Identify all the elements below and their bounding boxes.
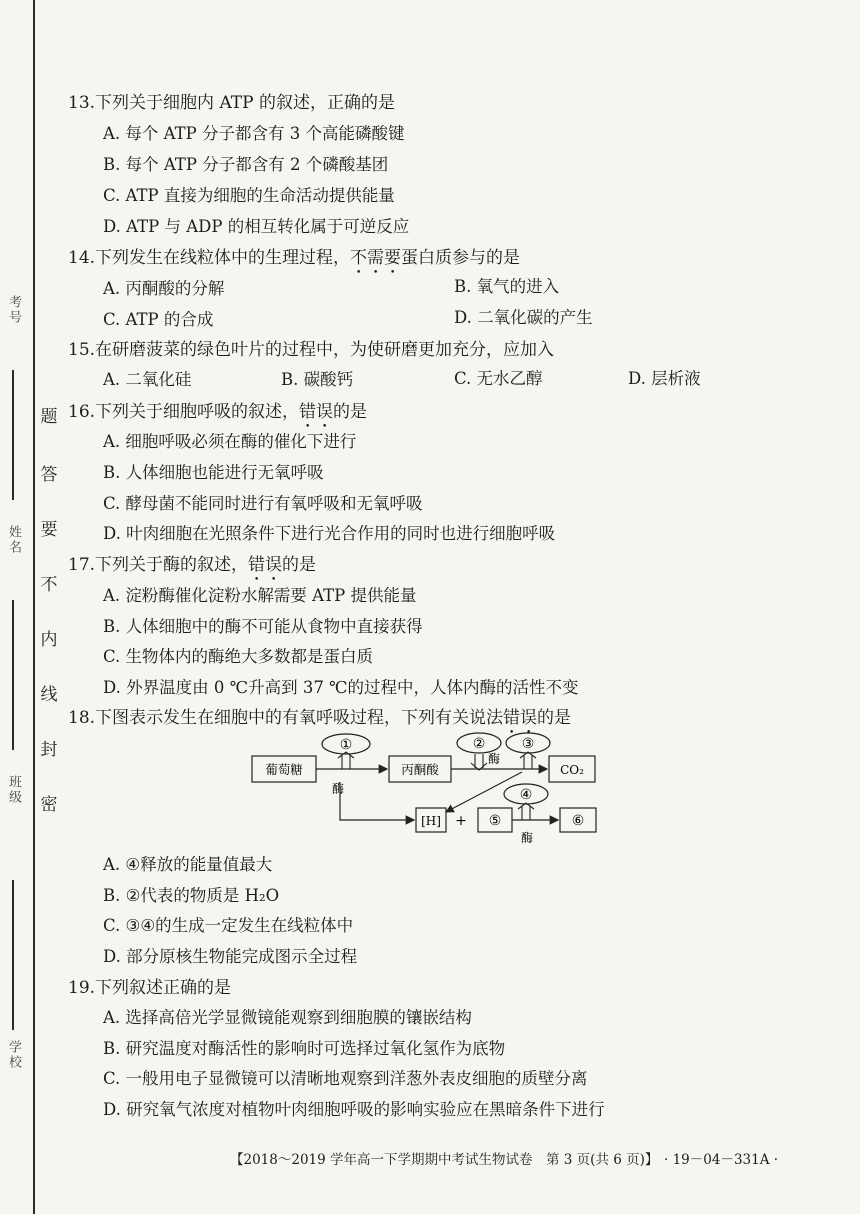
emphasis-text: 错误 (503, 708, 538, 728)
seal-char: 内 (40, 630, 58, 650)
item-3-label: ③ (521, 736, 535, 752)
h-label: [H] (421, 814, 441, 828)
question-17-stem: 17.下列关于酶的叙述，错误的是 (68, 555, 317, 575)
q15-option-d: D. 层析液 (628, 369, 701, 388)
co2-label: CO₂ (560, 763, 584, 777)
q18-option-c: C. ③④的生成一定发生在线粒体中 (103, 916, 354, 935)
q16-option-d: D. 叶肉细胞在光照条件下进行光合作用的同时也进行细胞呼吸 (103, 524, 556, 543)
q19-option-b: B. 研究温度对酶活性的影响时可选择过氧化氢作为底物 (103, 1039, 506, 1058)
seal-char: 答 (40, 465, 58, 485)
q17-option-b: B. 人体细胞中的酶不可能从食物中直接获得 (103, 617, 423, 636)
seal-char: 要 (40, 520, 58, 540)
q13-option-b: B. 每个 ATP 分子都含有 2 个磷酸基团 (103, 155, 389, 174)
emphasis-text: 错误 (248, 555, 283, 575)
q16-option-a: A. 细胞呼吸必须在酶的催化下进行 (103, 432, 357, 451)
q18-option-a: A. ④释放的能量值最大 (103, 855, 273, 874)
q13-option-d: D. ATP 与 ADP 的相互转化属于可逆反应 (103, 217, 410, 236)
q14-option-d: D. 二氧化碳的产生 (454, 308, 593, 327)
glucose-to-h-arrow (340, 782, 414, 820)
class-label: 班级 (6, 775, 21, 805)
seal-char: 线 (40, 685, 58, 705)
class-underline (12, 600, 14, 750)
q17-option-d: D. 外界温度由 0 ℃升高到 37 ℃的过程中，人体内酶的活性不变 (103, 678, 579, 697)
q19-option-c: C. 一般用电子显微镜可以清晰地观察到洋葱外表皮细胞的质壁分离 (103, 1069, 588, 1088)
item-6-label: ⑥ (571, 813, 585, 829)
q17-option-a: A. 淀粉酶催化淀粉水解需要 ATP 提供能量 (103, 586, 417, 605)
q15-option-b: B. 碳酸钙 (281, 370, 354, 389)
seal-char: 封 (40, 740, 58, 760)
item-4-label: ④ (519, 787, 533, 803)
emphasis-text: 错误 (299, 402, 334, 422)
exam-number-label: 考号 (6, 295, 21, 325)
q15-option-a: A. 二氧化硅 (103, 370, 192, 389)
plus-sign: + (455, 813, 467, 829)
item-2-label: ② (472, 736, 486, 752)
binding-line (33, 0, 35, 1214)
q13-option-c: C. ATP 直接为细胞的生命活动提供能量 (103, 186, 395, 205)
q19-option-a: A. 选择高倍光学显微镜能观察到细胞膜的镶嵌结构 (103, 1008, 472, 1027)
q14-option-a: A. 丙酮酸的分解 (103, 279, 225, 298)
name-label: 姓名 (6, 525, 21, 555)
q14-option-b: B. 氧气的进入 (454, 277, 560, 296)
question-14-stem: 14.下列发生在线粒体中的生理过程，不需要蛋白质参与的是 (68, 248, 521, 268)
enzyme-2-label: 酶 (487, 752, 501, 766)
glucose-label: 葡萄糖 (265, 762, 303, 777)
output-3-arrow (520, 752, 536, 769)
emphasis-text: 不需要 (350, 248, 402, 268)
q18-option-b: B. ②代表的物质是 H₂O (103, 886, 280, 905)
item-5-label: ⑤ (488, 813, 502, 829)
question-18-stem: 18.下图表示发生在细胞中的有氧呼吸过程，下列有关说法错误的是 (68, 708, 572, 728)
q16-option-b: B. 人体细胞也能进行无氧呼吸 (103, 463, 324, 482)
name-underline (12, 370, 14, 500)
output-4-arrow (518, 803, 534, 820)
q19-option-d: D. 研究氧气浓度对植物叶肉细胞呼吸的影响实验应在黑暗条件下进行 (103, 1100, 605, 1119)
q18-option-d: D. 部分原核生物能完成图示全过程 (103, 947, 358, 966)
input-2-arrow (471, 754, 487, 770)
exam-code: · 19－04－331A · (664, 1152, 779, 1168)
school-underline (12, 880, 14, 1030)
question-16-stem: 16.下列关于细胞呼吸的叙述，错误的是 (68, 402, 368, 422)
q16-option-c: C. 酵母菌不能同时进行有氧呼吸和无氧呼吸 (103, 494, 423, 513)
enzyme-1-label: 酶 (331, 782, 345, 796)
seal-char: 密 (40, 795, 58, 815)
question-13-stem: 13.下列关于细胞内 ATP 的叙述，正确的是 (68, 93, 395, 113)
school-label: 学校 (6, 1040, 21, 1070)
question-19-stem: 19.下列叙述正确的是 (68, 978, 232, 998)
seal-char: 不 (40, 575, 58, 595)
aerobic-respiration-diagram (240, 730, 610, 845)
page-footer: 【2018～2019 学年高一下学期期中考试生物试卷 第 3 页(共 6 页)】 (230, 1152, 659, 1168)
branch-to-h-arrow (446, 772, 522, 812)
q17-option-c: C. 生物体内的酶绝大多数都是蛋白质 (103, 647, 374, 666)
q15-option-c: C. 无水乙醇 (454, 369, 543, 388)
q14-option-c: C. ATP 的合成 (103, 310, 214, 329)
q13-option-a: A. 每个 ATP 分子都含有 3 个高能磷酸键 (103, 124, 405, 143)
question-15-stem: 15.在研磨菠菜的绿色叶片的过程中，为使研磨更加充分，应加入 (68, 340, 555, 360)
seal-char: 题 (40, 407, 58, 427)
enzyme-3-label: 酶 (520, 831, 534, 845)
pyruvate-label: 丙酮酸 (401, 762, 439, 777)
item-1-label: ① (339, 737, 353, 753)
